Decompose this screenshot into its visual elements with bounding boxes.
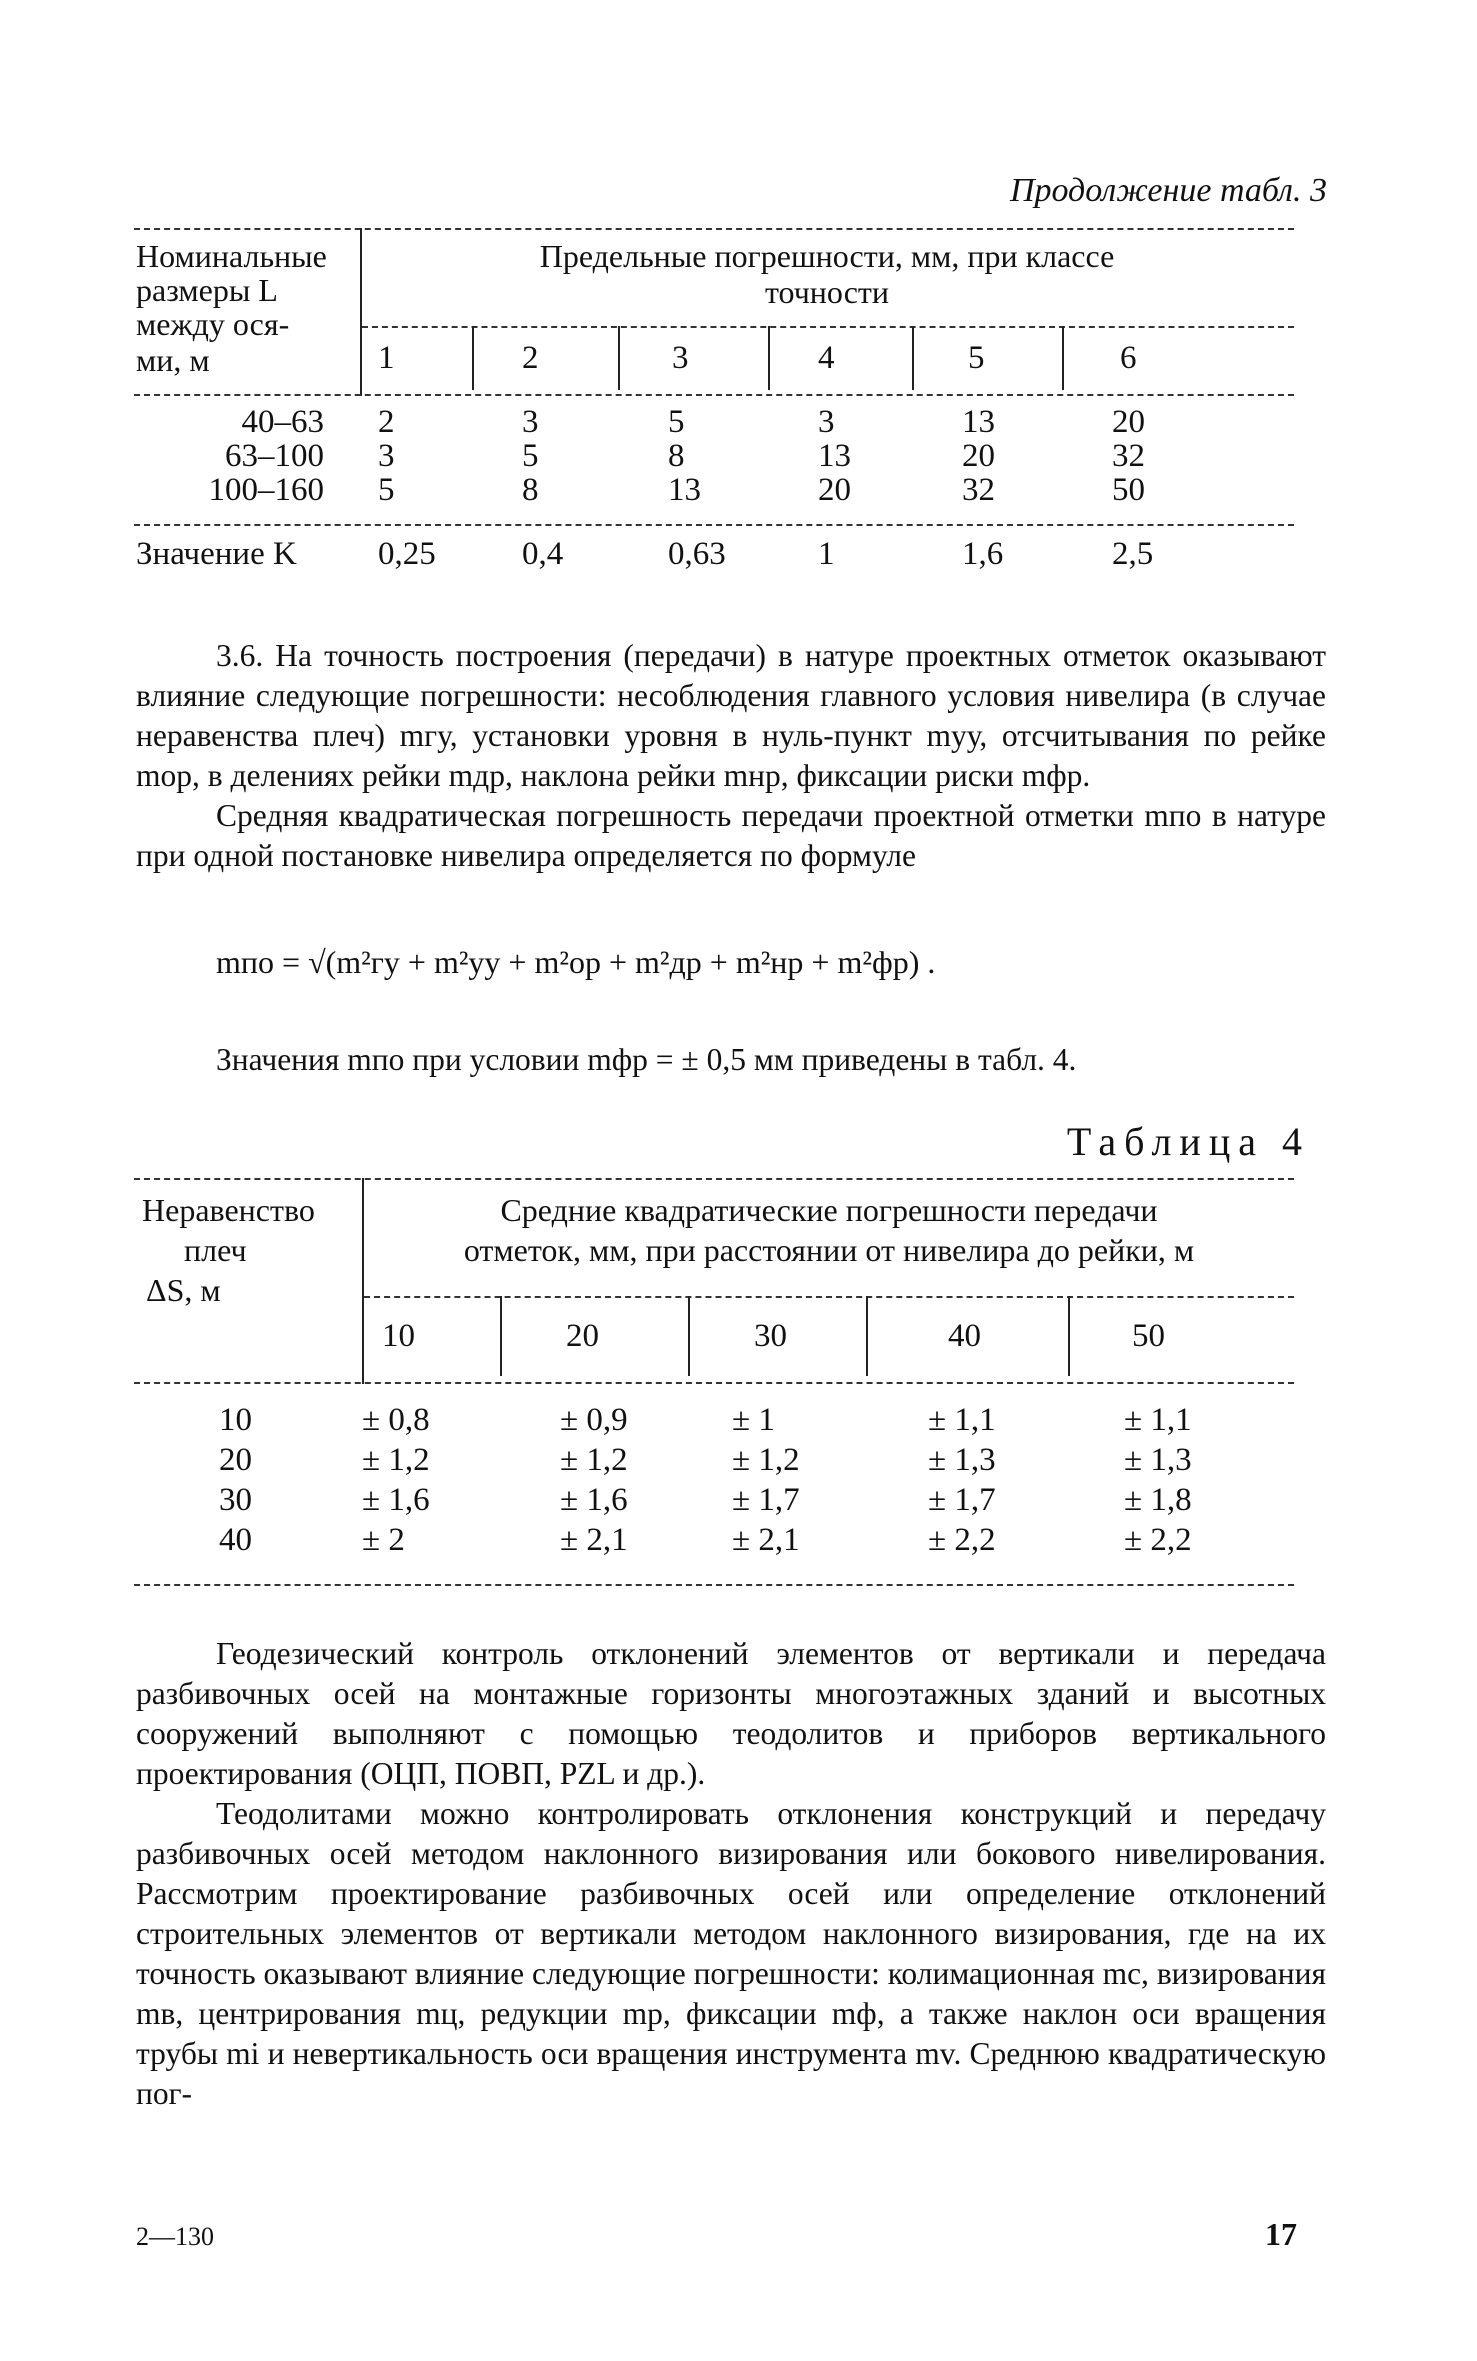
table3-row1-c3: 5	[668, 404, 685, 440]
table4-row3-label: 30	[219, 1482, 252, 1518]
table4-row4-c1: ± 2	[362, 1522, 405, 1558]
table4-caption: Таблица 4	[1066, 1119, 1310, 1164]
table4-row2-c3: ± 1,2	[732, 1442, 800, 1478]
table3-k-c5: 1,6	[962, 536, 1004, 572]
table4-distance-50: 50	[1132, 1318, 1165, 1354]
table3-row3-c4: 20	[818, 472, 851, 508]
table3-row1-c6: 20	[1112, 404, 1145, 440]
table3-row3-c6: 50	[1112, 472, 1145, 508]
table3-k-c3: 0,63	[668, 536, 726, 572]
table3-row2-label: 63–100	[225, 438, 324, 474]
table3-group-header-line2: точности	[764, 274, 890, 310]
table4-row2-c2: ± 1,2	[560, 1442, 628, 1478]
table4-distance-divider-4	[1068, 1296, 1070, 1376]
table4-distance-20: 20	[566, 1318, 599, 1354]
table3-col0-header-line3: между ося-	[136, 306, 290, 342]
table4-row2-c1: ± 1,2	[362, 1442, 430, 1478]
table3-row2-c5: 20	[962, 438, 995, 474]
table4-row1-c2: ± 0,9	[560, 1402, 628, 1438]
table4-row3-c5: ± 1,8	[1124, 1482, 1192, 1518]
table3-class-6: 6	[1120, 340, 1137, 376]
table4-row4-c4: ± 2,2	[928, 1522, 996, 1558]
table3-group-header-line1: Предельные погрешности, мм, при классе	[539, 238, 1115, 274]
table4-row3-c4: ± 1,7	[928, 1482, 996, 1518]
table4-row1-c1: ± 0,8	[362, 1402, 430, 1438]
table4-row4-c3: ± 2,1	[732, 1522, 800, 1558]
table4-col0-header-line2: плеч	[184, 1232, 247, 1268]
table3-class-divider-2	[618, 326, 620, 390]
table3-k-label: Значение K	[136, 536, 297, 572]
table4-row2-label: 20	[219, 1442, 252, 1478]
table3-k-c1: 0,25	[378, 536, 436, 572]
table4-distance-30: 30	[754, 1318, 787, 1354]
table4-row1-c3: ± 1	[732, 1402, 775, 1438]
table4-distance-divider-1	[500, 1296, 502, 1376]
table4-col0-header-line1: Неравенство	[142, 1192, 315, 1228]
table4-distance-divider-2	[688, 1296, 690, 1376]
text1-para3-text: Значения mпо при условии mфр = ± 0,5 мм приведены в табл. 4.	[216, 1042, 1077, 1077]
text1-para2-text: Средняя квадратическая погрешность передачи проектной отметки mпо в натуре при одной постановке нивелира определяется по формуле	[136, 798, 1326, 873]
table4-row1-c4: ± 1,1	[928, 1402, 996, 1438]
text2-para2	[136, 1794, 1326, 2114]
table4-row3-c3: ± 1,7	[732, 1482, 800, 1518]
table3-row1-c1: 2	[378, 404, 395, 440]
table3-col0-header-line4: ми, м	[136, 342, 210, 378]
table3-class-3: 3	[672, 340, 689, 376]
table3-row3-label: 100–160	[208, 472, 324, 508]
text2-para2-text: Теодолитами можно контролировать отклонения конструкций и передачу разбивочных осей методом наклонного визирования или бокового нивелирования. Рассмотрим проектирование разбивочных осей или определение отклонений строительных элементов от вертикали методом наклонного визирования, где на их точность оказывают влияние следующие погрешности: колимационная mc, визирования mв, центрирования mц, редукции mр, фиксации mф, а также наклон оси вращения трубы mi и невертикальность оси вращения инструмента mv. Среднюю квадратическую пог-	[136, 1796, 1326, 2111]
table4-top-rule	[134, 1178, 1294, 1180]
table3-row2-c4: 13	[818, 438, 851, 474]
table4-distance-rule	[364, 1296, 1294, 1298]
table4-row3-c1: ± 1,6	[362, 1482, 430, 1518]
table3-continuation-caption: Продолжение табл. 3	[1009, 172, 1327, 209]
text1-para1-text: 3.6. На точность построения (передачи) в натуре проектных отметок оказывают влияние следующие погрешности: несоблюдения главного условия нивелира (в случае неравенства плеч) mгу, установки уровня в нуль-пункт mуу, отсчитывания по рейке mор, в делениях рейки mдр, наклона рейки mнр, фиксации риски mфр.	[136, 638, 1326, 793]
table3-col0-header-line1: Номинальные	[136, 238, 327, 274]
table3-k-c2: 0,4	[522, 536, 564, 572]
table3-row1-c2: 3	[522, 404, 539, 440]
table4-row4-label: 40	[219, 1522, 252, 1558]
table3-class-divider-5	[1062, 326, 1064, 390]
table3-row3-c1: 5	[378, 472, 395, 508]
table4-row4-c2: ± 2,1	[560, 1522, 628, 1558]
table3-row1-c4: 3	[818, 404, 835, 440]
table4-row3-c2: ± 1,6	[560, 1482, 628, 1518]
table4-bottom-rule	[134, 1584, 1294, 1586]
table4-distance-40: 40	[948, 1318, 981, 1354]
table3-row2-c6: 32	[1112, 438, 1145, 474]
table3-class-rule	[362, 326, 1294, 328]
table3-k-c4: 1	[818, 536, 835, 572]
table3-class-5: 5	[968, 340, 985, 376]
table4-row4-c5: ± 2,2	[1124, 1522, 1192, 1558]
table3-class-divider-1	[472, 326, 474, 390]
formula-mpo: mпо = √(m²гу + m²уу + m²ор + m²др + m²нр + m²фр) .	[216, 944, 936, 980]
table3-row3-c3: 13	[668, 472, 701, 508]
table3-k-c6: 2,5	[1112, 536, 1154, 572]
table3-row2-c1: 3	[378, 438, 395, 474]
table3-header-bottom-rule	[134, 394, 1294, 396]
table4-distance-10: 10	[382, 1318, 415, 1354]
text1-para2	[136, 796, 1326, 876]
table4-group-header-line2: отметок, мм, при расстоянии от нивелира до рейки, м	[463, 1232, 1195, 1268]
table3-row2-c2: 5	[522, 438, 539, 474]
table3-class-2: 2	[522, 340, 539, 376]
table3-row3-c5: 32	[962, 472, 995, 508]
table3-class-divider-3	[768, 326, 770, 390]
table3-class-4: 4	[818, 340, 835, 376]
printer-signature: 2—130	[136, 2222, 214, 2251]
table3-class-1: 1	[378, 340, 395, 376]
table3-top-rule	[134, 228, 1294, 230]
text1-block	[136, 636, 1326, 876]
table4-row2-c4: ± 1,3	[928, 1442, 996, 1478]
table3-body-bottom-rule	[134, 524, 1294, 526]
table3-row2-c3: 8	[668, 438, 685, 474]
table3-row3-c2: 8	[522, 472, 539, 508]
table3-row1-c5: 13	[962, 404, 995, 440]
text2-para1	[136, 1634, 1326, 1794]
table4-group-header-line1: Средние квадратические погрешности передачи	[500, 1192, 1158, 1228]
text1-para1	[136, 636, 1326, 796]
page-number: 17	[1265, 2216, 1297, 2252]
table4-row1-c5: ± 1,1	[1124, 1402, 1192, 1438]
table4-distance-divider-3	[866, 1296, 868, 1376]
text1-para3	[136, 1040, 1326, 1080]
table3-row1-label: 40–63	[241, 404, 324, 440]
table4-col0-header-line3: ΔS, м	[146, 1272, 221, 1308]
table4-row1-label: 10	[219, 1402, 252, 1438]
table4-header-bottom-rule	[134, 1382, 1294, 1384]
text2-para1-text: Геодезический контроль отклонений элементов от вертикали и передача разбивочных осей на монтажные горизонты многоэтажных зданий и высотных сооружений выполняют с помощью теодолитов и приборов вертикального проектирования (ОЦП, ПОВП, PZL и др.).	[136, 1636, 1326, 1791]
table4-row2-c5: ± 1,3	[1124, 1442, 1192, 1478]
table3-class-divider-4	[912, 326, 914, 390]
table3-col0-header-line2: размеры L	[136, 272, 278, 308]
text2-block	[136, 1634, 1326, 2114]
